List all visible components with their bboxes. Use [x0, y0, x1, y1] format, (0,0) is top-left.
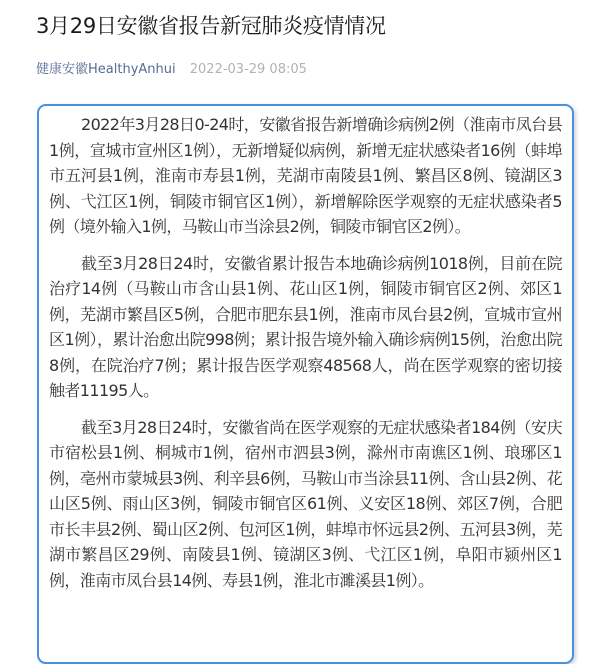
- paragraph-new-cases: 2022年3月28日0-24时，安徽省报告新增确诊病例2例（淮南市凤台县1例，宣城市宣州区1例），无新增疑似病例，新增无症状感染者16例（蚌埠市五河县1例，淮南市寿县1例，芜湖市南陵县1例、繁昌区8例、镜湖区3例、弋江区1例，铜陵市铜官区1例），新增解除医学观察的无症状感染者5例（境外输入1例，马鞍山市当涂县2例，铜陵市铜官区2例）。: [49, 115, 562, 236]
- paragraph-asymptomatic: 截至3月28日24时，安徽省尚在医学观察的无症状感染者184例（安庆市宿松县1例、桐城市1例，宿州市泗县3例，滁州市南谯区1例、琅琊区1例，亳州市蒙城县3例、利辛县6例，马鞍山市当涂县11例、含山县2例、花山区5例、雨山区3例，铜陵市铜官区61例、义安区18例、郊区7例，合肥市长丰县2例、蜀山区2例、包河区1例，蚌埠市怀远县2例、五河县3例，芜湖市繁昌区29例、南陵县1例、镜湖区3例、弋江区1例，阜阳市颍州区1例，淮南市凤台县14例、寿县1例，淮北市濉溪县1例）。: [49, 417, 562, 590]
- article-title: 3月29日安徽省报告新冠肺炎疫情情况: [36, 14, 386, 38]
- content-box: [37, 104, 574, 664]
- publish-date: 2022-03-29 08:05: [189, 62, 307, 77]
- author-link[interactable]: 健康安徽HealthyAnhui: [36, 62, 176, 77]
- paragraph-cumulative-cases: 截至3月28日24时，安徽省累计报告本地确诊病例1018例，目前在院治疗14例（马鞍山市含山县1例、花山区1例，铜陵市铜官区2例、郊区1例，芜湖市繁昌区5例，合肥市肥东县1例，淮南市凤台县2例，宣城市宣州区1例），累计治愈出院998例；累计报告境外输入确诊病例15例，治愈出院8例，在院治疗7例；累计报告医学观察48568人，尚在医学观察的密切接触者11195人。: [49, 253, 562, 400]
- article-meta: [36, 58, 307, 77]
